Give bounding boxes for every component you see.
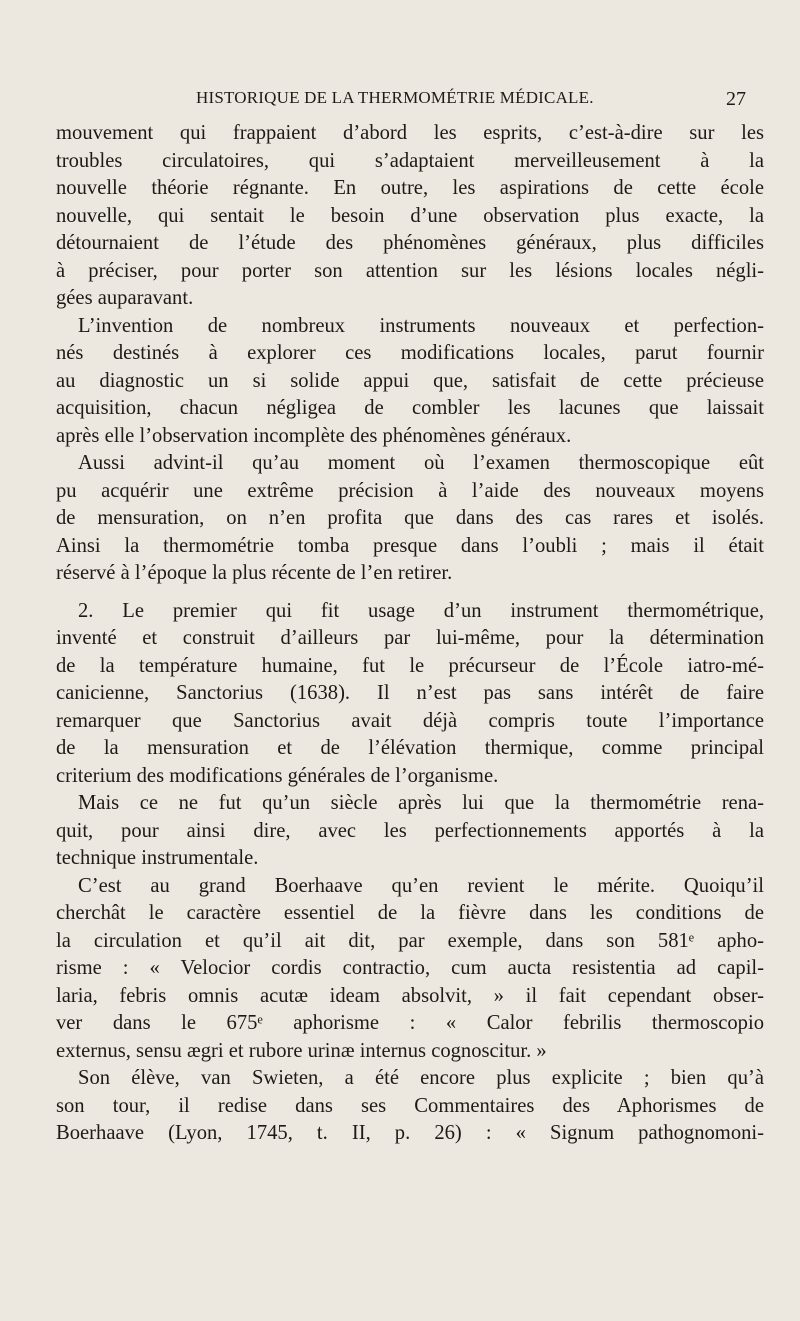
text-line: C’est au grand Boerhaave qu’en revient le mérite. Quoiqu’il bbox=[78, 874, 764, 897]
paragraph-1 bbox=[56, 120, 764, 313]
text-line: laria, febris omnis acutæ ideam absolvit, » il fait cependant obser- bbox=[56, 984, 764, 1007]
text-line: détournaient de l’étude des phénomènes généraux, plus difficiles bbox=[56, 232, 764, 254]
paragraph-7 bbox=[56, 1065, 764, 1148]
text-line: gées auparavant. bbox=[56, 287, 194, 309]
text-line: inventé et construit d’ailleurs par lui-même, pour la détermination bbox=[56, 627, 764, 649]
text-line: criterium des modifications générales de l’organisme. bbox=[56, 764, 499, 787]
body-text bbox=[56, 120, 764, 1148]
text-line: la circulation et qu’il ait dit, par exemple, dans son 581ᵉ apho- bbox=[56, 929, 764, 952]
text-line: de la mensuration et de l’élévation thermique, comme principal bbox=[56, 737, 764, 759]
paragraph-6 bbox=[56, 873, 764, 1066]
text-line: mouvement qui frappaient d’abord les esprits, c’est-à-dire sur les bbox=[56, 122, 764, 144]
text-line: technique instrumentale. bbox=[56, 847, 259, 869]
text-line: de mensuration, on n’en profita que dans des cas rares et isolés. bbox=[56, 507, 764, 529]
text-line: ver dans le 675ᵉ aphorisme : « Calor febrilis thermoscopio bbox=[56, 1012, 764, 1034]
text-line: troubles circulatoires, qui s’adaptaient merveilleusement à la bbox=[56, 149, 764, 172]
text-line: cherchât le caractère essentiel de la fièvre dans les conditions de bbox=[56, 902, 764, 924]
paragraph-4 bbox=[56, 598, 764, 791]
paragraph-2 bbox=[56, 313, 764, 451]
text-line: Mais ce ne fut qu’un siècle après lui que la thermométrie rena- bbox=[78, 792, 764, 814]
text-line: Boerhaave (Lyon, 1745, t. II, p. 26) : « Signum pathognomoni- bbox=[56, 1122, 764, 1144]
paragraph-3 bbox=[56, 450, 764, 588]
text-line: acquisition, chacun négligea de combler les lacunes que laissait bbox=[56, 397, 764, 419]
text-line: après elle l’observation incomplète des phénomènes généraux. bbox=[56, 424, 572, 447]
text-line: 2. Le premier qui fit usage d’un instrument thermométrique, bbox=[78, 599, 764, 622]
text-line: quit, pour ainsi dire, avec les perfectionnements apportés à la bbox=[56, 819, 764, 842]
text-line: Ainsi la thermométrie tomba presque dans l’oubli ; mais il était bbox=[56, 534, 764, 557]
running-title: HISTORIQUE DE LA THERMOMÉTRIE MÉDICALE. bbox=[196, 88, 594, 107]
text-line: au diagnostic un si solide appui que, satisfait de cette précieuse bbox=[56, 369, 764, 392]
text-line: réservé à l’époque la plus récente de l’en retirer. bbox=[56, 562, 453, 584]
text-line: à préciser, pour porter son attention sur les lésions locales négli- bbox=[56, 259, 764, 282]
text-line: pu acquérir une extrême précision à l’aide des nouveaux moyens bbox=[56, 479, 764, 502]
text-line: risme : « Velocior cordis contractio, cum aucta resistentia ad capil- bbox=[56, 957, 764, 979]
running-head bbox=[196, 88, 746, 112]
page-number: 27 bbox=[726, 88, 746, 110]
text-line: canicienne, Sanctorius (1638). Il n’est pas sans intérêt de faire bbox=[56, 682, 764, 704]
text-line: remarquer que Sanctorius avait déjà compris toute l’importance bbox=[56, 709, 764, 732]
text-line: Son élève, van Swieten, a été encore plus explicite ; bien qu’à bbox=[78, 1067, 764, 1089]
text-line: nés destinés à explorer ces modifications locales, parut fournir bbox=[56, 342, 764, 364]
text-line: son tour, il redise dans ses Commentaires des Aphorismes de bbox=[56, 1094, 764, 1117]
paragraph-5 bbox=[56, 790, 764, 873]
text-line: nouvelle, qui sentait le besoin d’une observation plus exacte, la bbox=[56, 204, 764, 227]
text-line: de la température humaine, fut le précurseur de l’École iatro-mé- bbox=[56, 654, 764, 677]
text-line: externus, sensu ægri et rubore urinæ internus cognoscitur. » bbox=[56, 1039, 547, 1062]
section-spacer bbox=[56, 588, 764, 598]
text-line: Aussi advint-il qu’au moment où l’examen thermoscopique eût bbox=[78, 452, 764, 474]
text-line: nouvelle théorie régnante. En outre, les aspirations de cette école bbox=[56, 177, 764, 199]
text-line: L’invention de nombreux instruments nouveaux et perfection- bbox=[78, 314, 764, 337]
